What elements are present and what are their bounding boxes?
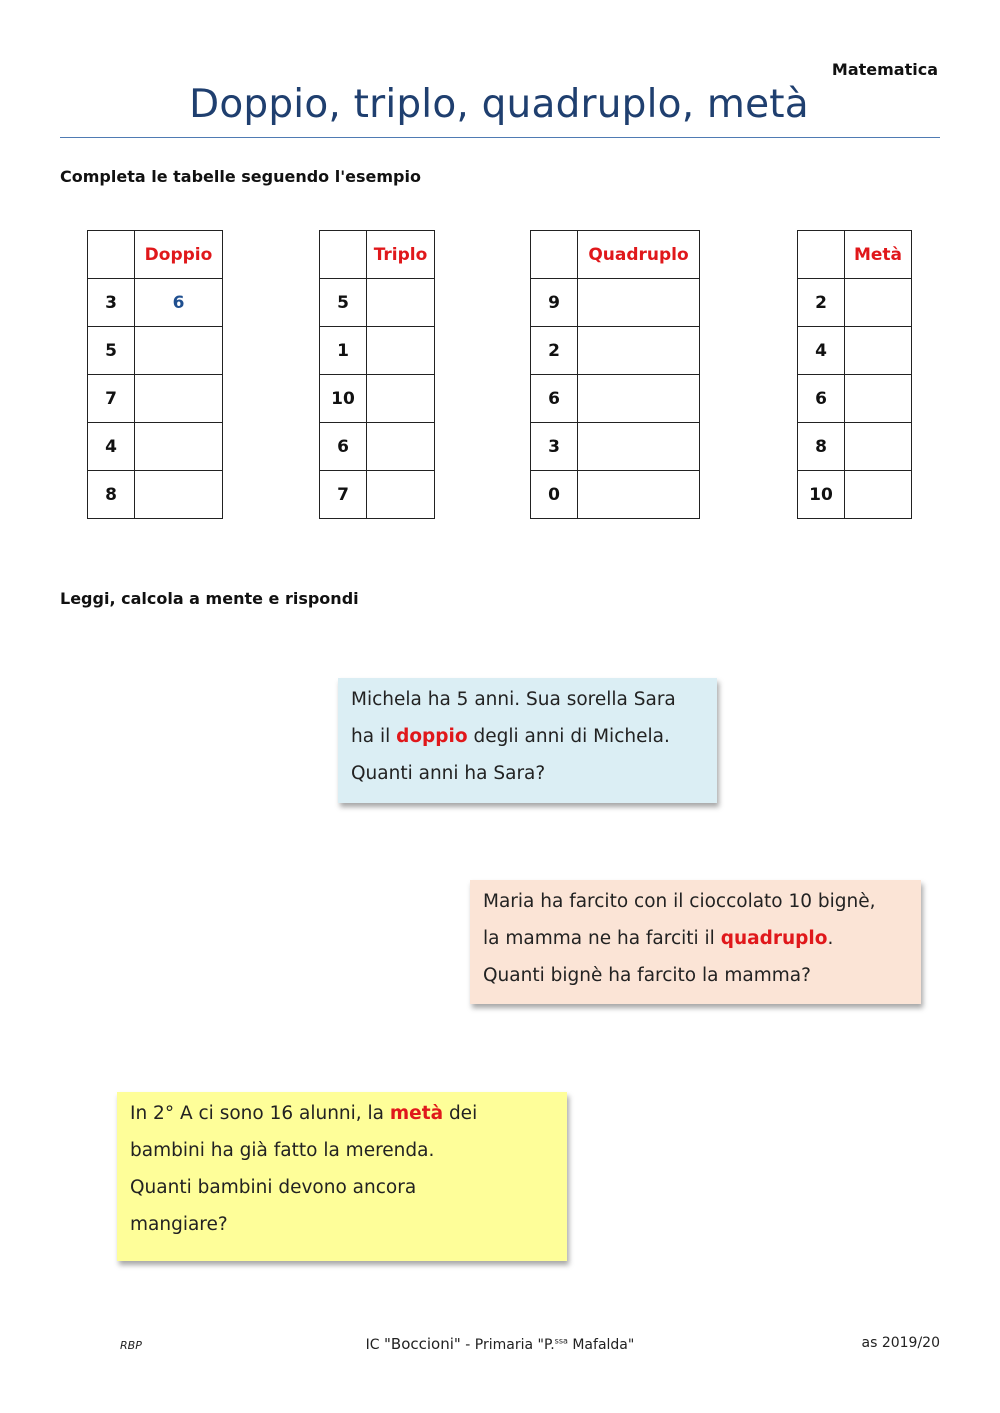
problem-question: Quanti anni ha Sara? (351, 763, 546, 784)
number-cell: 2 (531, 327, 578, 375)
problem-box-quadruplo (470, 880, 921, 1004)
table-meta (797, 230, 912, 519)
keyword-doppio: doppio (396, 726, 468, 747)
number-cell: 2 (798, 279, 845, 327)
answer-cell[interactable] (578, 423, 700, 471)
number-cell: 3 (88, 279, 135, 327)
table-header-doppio: Doppio (135, 231, 223, 279)
number-cell: 7 (320, 471, 367, 519)
footer-school (0, 1335, 1000, 1353)
footer-school-name: "Boccioni" (384, 1335, 461, 1353)
table-header-meta: Metà (845, 231, 912, 279)
answer-cell[interactable] (135, 327, 223, 375)
problem-line (483, 920, 909, 957)
number-cell: 4 (88, 423, 135, 471)
footer-text: IC (365, 1337, 385, 1353)
answer-cell[interactable] (135, 375, 223, 423)
number-cell: 1 (320, 327, 367, 375)
answer-cell[interactable] (367, 375, 435, 423)
answer-cell[interactable] (845, 279, 912, 327)
answer-cell[interactable] (845, 423, 912, 471)
header-empty-cell (88, 231, 135, 279)
problem-text: la mamma ne ha farciti il (483, 928, 721, 949)
number-cell: 8 (798, 423, 845, 471)
number-cell: 7 (88, 375, 135, 423)
number-cell: 4 (798, 327, 845, 375)
problem-text: . (827, 928, 834, 949)
number-cell: 5 (320, 279, 367, 327)
number-cell: 5 (88, 327, 135, 375)
footer-text: Mafalda" (567, 1337, 635, 1353)
number-cell: 3 (531, 423, 578, 471)
answer-cell[interactable] (845, 471, 912, 519)
instruction-tables: Completa le tabelle seguendo l'esempio (60, 167, 421, 186)
problem-line (130, 1095, 555, 1132)
footer-author: RBP (120, 1339, 142, 1352)
header-empty-cell (320, 231, 367, 279)
table-triplo (319, 230, 435, 519)
answer-cell[interactable]: 6 (135, 279, 223, 327)
keyword-quadruplo: quadruplo (720, 928, 828, 949)
page-title: Doppio, triplo, quadruplo, metà (189, 82, 809, 127)
problem-text: ha il (351, 726, 397, 747)
number-cell: 9 (531, 279, 578, 327)
table-quadruplo (530, 230, 700, 519)
answer-cell[interactable] (367, 471, 435, 519)
problem-line: Maria ha farcito con il cioccolato 10 bignè, (483, 891, 876, 912)
answer-cell[interactable] (367, 279, 435, 327)
subject-label: Matematica (831, 60, 938, 79)
answer-cell[interactable] (367, 423, 435, 471)
problem-box-meta (117, 1092, 567, 1261)
problem-line (351, 718, 705, 755)
problem-question: Quanti bambini devono ancora (130, 1177, 417, 1198)
number-cell: 6 (798, 375, 845, 423)
number-cell: 8 (88, 471, 135, 519)
problem-box-doppio (338, 678, 717, 803)
answer-cell[interactable] (578, 471, 700, 519)
table-header-triplo: Triplo (367, 231, 435, 279)
problem-line: bambini ha già fatto la merenda. (130, 1140, 435, 1161)
title-divider (60, 137, 940, 138)
answer-cell[interactable] (845, 375, 912, 423)
number-cell: 10 (320, 375, 367, 423)
table-doppio (87, 230, 223, 519)
number-cell: 6 (531, 375, 578, 423)
number-cell: 0 (531, 471, 578, 519)
answer-cell[interactable] (135, 471, 223, 519)
problem-text: dei (443, 1103, 478, 1124)
problem-question: mangiare? (130, 1214, 228, 1235)
answer-cell[interactable] (578, 375, 700, 423)
number-cell: 10 (798, 471, 845, 519)
table-header-quadruplo: Quadruplo (578, 231, 700, 279)
footer-school-year: as 2019/20 (861, 1335, 940, 1351)
header-empty-cell (798, 231, 845, 279)
header-empty-cell (531, 231, 578, 279)
problem-line: Michela ha 5 anni. Sua sorella Sara (351, 689, 676, 710)
number-cell: 6 (320, 423, 367, 471)
answer-cell[interactable] (845, 327, 912, 375)
answer-cell[interactable] (578, 279, 700, 327)
problem-text: degli anni di Michela. (467, 726, 670, 747)
footer-text: - Primaria "P. (460, 1337, 555, 1353)
problem-text: In 2° A ci sono 16 alunni, la (130, 1103, 390, 1124)
problem-question: Quanti bignè ha farcito la mamma? (483, 965, 811, 986)
answer-cell[interactable] (135, 423, 223, 471)
keyword-meta: metà (389, 1103, 444, 1124)
instruction-problems: Leggi, calcola a mente e rispondi (60, 589, 359, 608)
answer-cell[interactable] (578, 327, 700, 375)
footer-superscript: ssa (554, 1336, 568, 1346)
answer-cell[interactable] (367, 327, 435, 375)
